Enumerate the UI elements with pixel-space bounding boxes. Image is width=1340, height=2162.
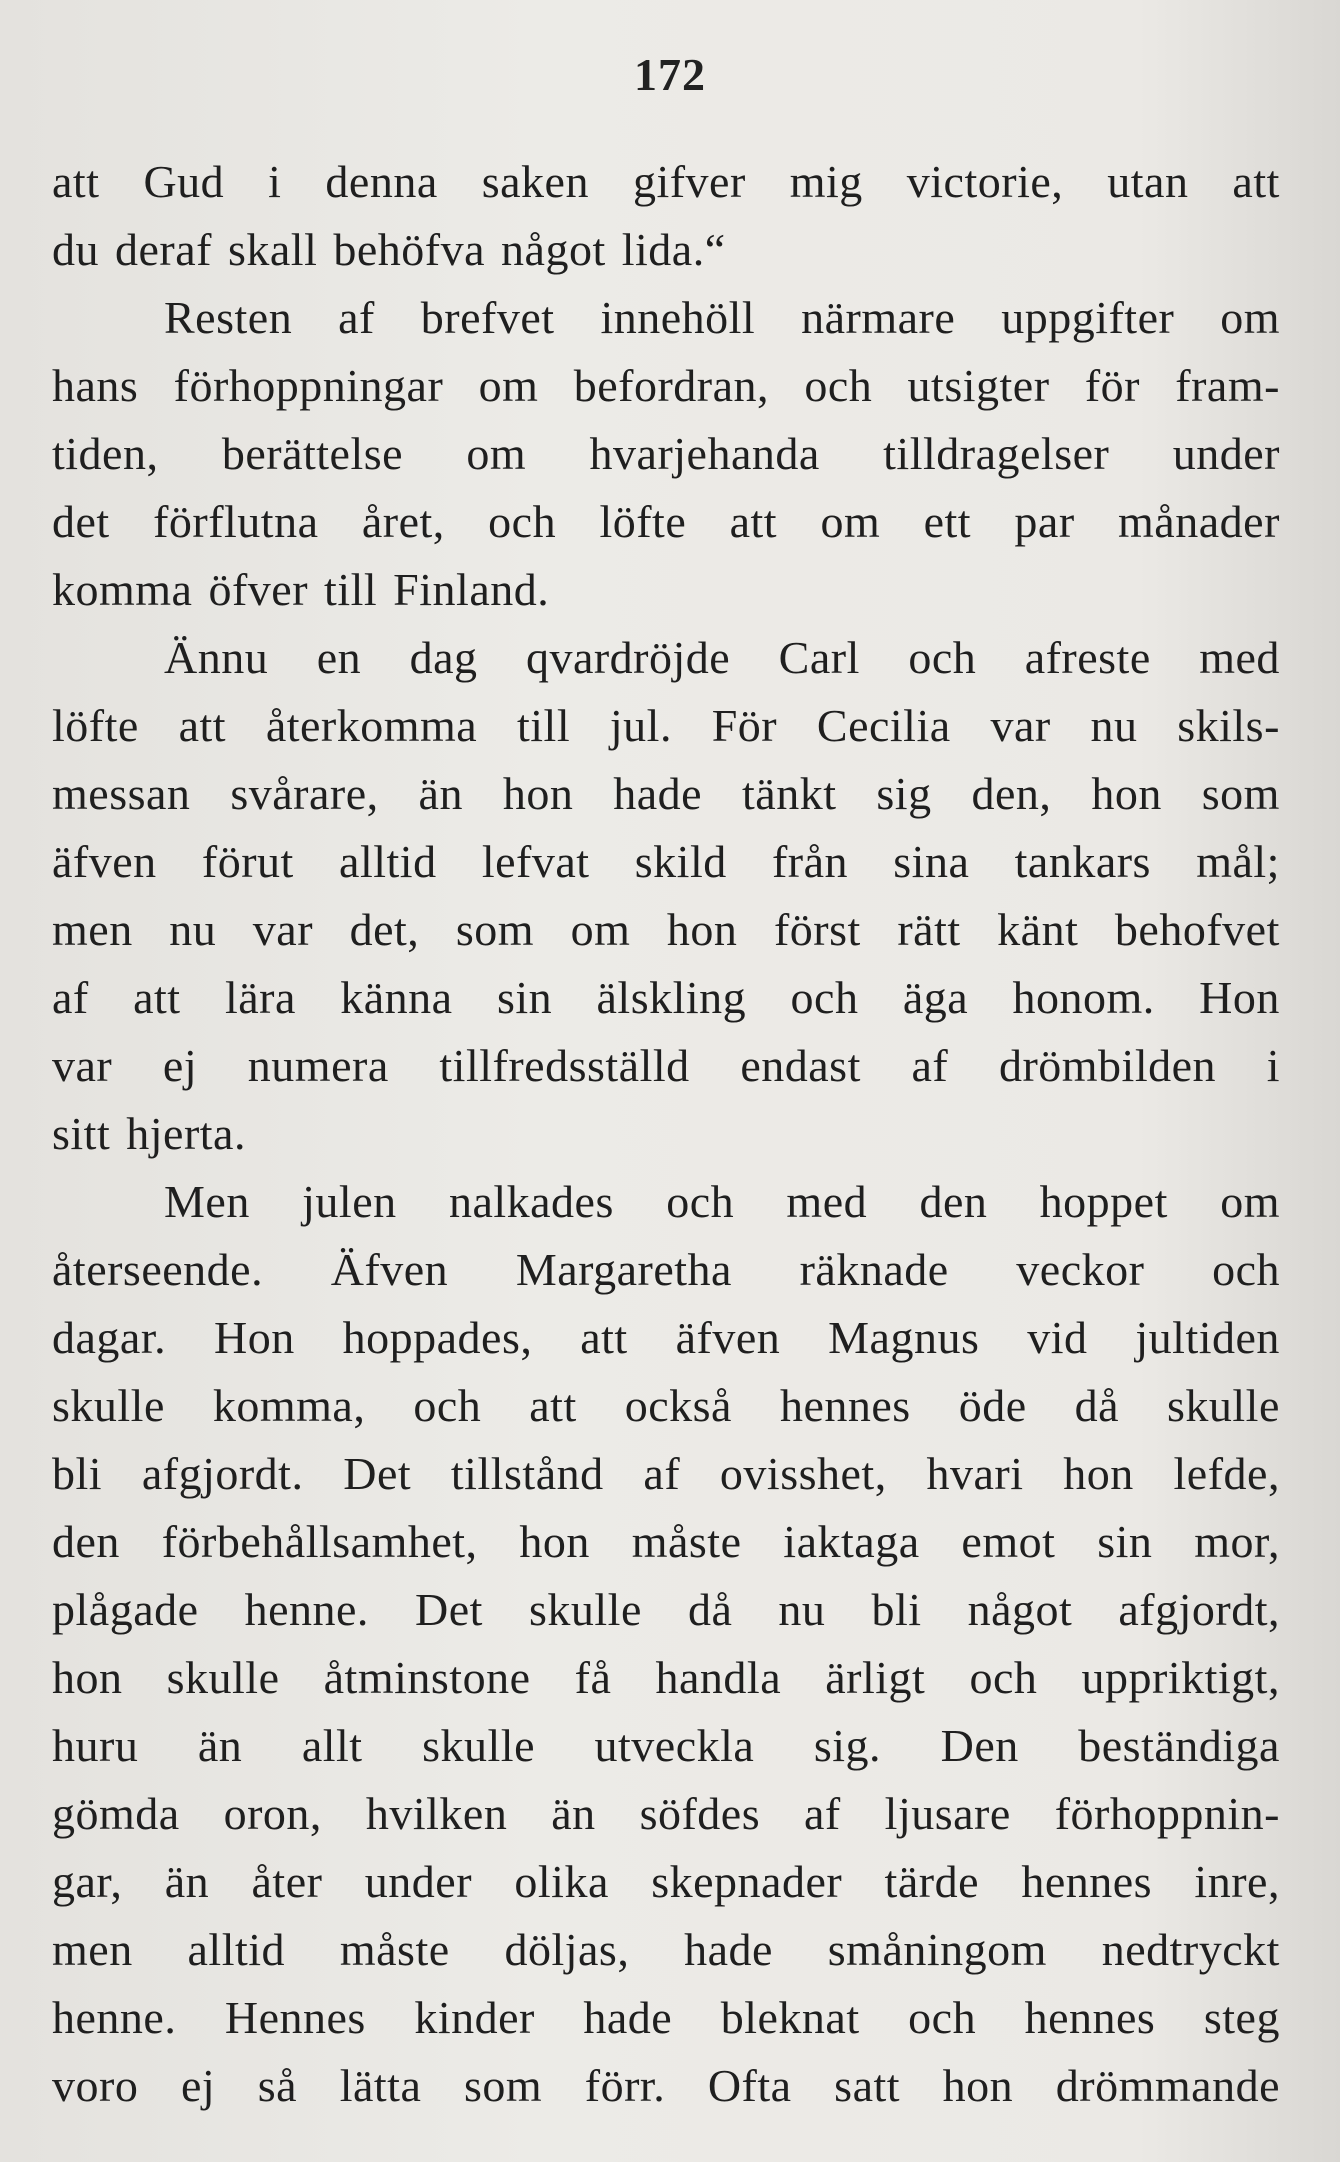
word: med bbox=[786, 1176, 868, 1227]
word: men bbox=[52, 1924, 133, 1975]
word: du bbox=[52, 224, 99, 275]
word: bleknat bbox=[720, 1992, 860, 2043]
word: åtminstone bbox=[323, 1652, 531, 1703]
word: hennes bbox=[1021, 1856, 1153, 1907]
word: hon bbox=[502, 768, 574, 819]
word: numera bbox=[247, 1040, 389, 1091]
word: ej bbox=[180, 2060, 216, 2111]
word: till bbox=[324, 564, 378, 615]
word: alltid bbox=[339, 836, 437, 887]
word: året, bbox=[361, 496, 445, 547]
word: hon bbox=[52, 1652, 123, 1703]
word: innehöll bbox=[600, 292, 756, 343]
word: få bbox=[574, 1652, 612, 1703]
word: om bbox=[820, 496, 881, 547]
word: handla bbox=[655, 1652, 782, 1703]
word: förhoppningar bbox=[173, 360, 444, 411]
word: hon bbox=[519, 1516, 590, 1567]
word: om bbox=[1220, 292, 1280, 343]
word: qvardröjde bbox=[525, 632, 731, 683]
word: hon bbox=[1063, 1448, 1134, 1499]
word: befordran, bbox=[573, 360, 769, 411]
word: vid bbox=[1027, 1312, 1088, 1363]
word: räknade bbox=[799, 1244, 949, 1295]
word: uppgifter bbox=[1001, 292, 1175, 343]
word: hon bbox=[942, 2060, 1014, 2111]
text-line bbox=[52, 828, 1280, 896]
word: alltid bbox=[187, 1924, 286, 1975]
word: hoppades, bbox=[342, 1312, 533, 1363]
word: tankars bbox=[1014, 836, 1151, 887]
word: victorie, bbox=[906, 156, 1064, 207]
word: Carl bbox=[778, 632, 860, 683]
word: honom. bbox=[1012, 972, 1155, 1023]
word: af bbox=[643, 1448, 681, 1499]
word: då bbox=[687, 1584, 733, 1635]
word: Resten bbox=[164, 292, 293, 343]
word: att bbox=[580, 1312, 628, 1363]
word: förr. bbox=[584, 2060, 666, 2111]
word: gömda bbox=[52, 1788, 180, 1839]
text-line bbox=[52, 692, 1280, 760]
word: hennes bbox=[779, 1380, 911, 1431]
word: för bbox=[1084, 360, 1140, 411]
word: För bbox=[711, 700, 778, 751]
word: afgjordt. bbox=[141, 1448, 304, 1499]
word: och bbox=[488, 496, 557, 547]
word: döljas, bbox=[504, 1924, 630, 1975]
word: åter bbox=[251, 1856, 323, 1907]
word: oron, bbox=[223, 1788, 322, 1839]
word: dagar. bbox=[52, 1312, 167, 1363]
word: äga bbox=[902, 972, 969, 1023]
word: bli bbox=[871, 1584, 922, 1635]
text-line bbox=[52, 1576, 1280, 1644]
text-line bbox=[52, 1780, 1280, 1848]
word: och bbox=[666, 1176, 735, 1227]
word: så bbox=[257, 2060, 298, 2111]
word: tärde bbox=[884, 1856, 979, 1907]
word: hjerta. bbox=[126, 1108, 246, 1159]
word: något bbox=[501, 224, 606, 275]
word: och bbox=[790, 972, 859, 1023]
word: från bbox=[771, 836, 849, 887]
text-line bbox=[52, 1032, 1280, 1100]
text-line bbox=[52, 556, 1280, 624]
word: som bbox=[1201, 768, 1280, 819]
word: söfdes bbox=[639, 1788, 761, 1839]
word: skulle bbox=[1167, 1380, 1280, 1431]
word: löfte bbox=[599, 496, 687, 547]
word: lätta bbox=[339, 2060, 422, 2111]
word: var bbox=[252, 904, 314, 955]
word: henne. bbox=[52, 1992, 177, 2043]
word: saken bbox=[481, 156, 589, 207]
word: nalkades bbox=[448, 1176, 614, 1227]
word: närmare bbox=[801, 292, 956, 343]
word: den bbox=[919, 1176, 988, 1227]
word: förflutna bbox=[153, 496, 319, 547]
word: afgjordt, bbox=[1118, 1584, 1280, 1635]
text-line bbox=[52, 284, 1280, 352]
word: plågade bbox=[52, 1584, 199, 1635]
word: och bbox=[804, 360, 873, 411]
word: en bbox=[316, 632, 362, 683]
word: mål; bbox=[1196, 836, 1280, 887]
text-line bbox=[52, 1372, 1280, 1440]
text-line bbox=[52, 760, 1280, 828]
word: och bbox=[1212, 1244, 1280, 1295]
word: uppriktigt, bbox=[1081, 1652, 1280, 1703]
word: hvari bbox=[926, 1448, 1024, 1499]
word: förbehållsamhet, bbox=[161, 1516, 478, 1567]
word: med bbox=[1199, 632, 1280, 683]
word: återseende. bbox=[52, 1244, 264, 1295]
word: Det bbox=[415, 1584, 483, 1635]
word: komma bbox=[52, 564, 193, 615]
word: sitt bbox=[52, 1108, 111, 1159]
word: var bbox=[52, 1040, 113, 1091]
text-line bbox=[52, 1848, 1280, 1916]
text-line bbox=[52, 148, 1280, 216]
word: som bbox=[455, 904, 535, 955]
word: par bbox=[1014, 496, 1075, 547]
word: Cecilia bbox=[816, 700, 951, 751]
text-line bbox=[52, 1644, 1280, 1712]
word: att bbox=[52, 156, 100, 207]
word: ärligt bbox=[825, 1652, 926, 1703]
word: komma, bbox=[212, 1380, 366, 1431]
word: något bbox=[967, 1584, 1073, 1635]
word: Margaretha bbox=[515, 1244, 732, 1295]
word: behofvet bbox=[1114, 904, 1280, 955]
word: än bbox=[164, 1856, 210, 1907]
word: äfven bbox=[675, 1312, 781, 1363]
word: småningom bbox=[827, 1924, 1047, 1975]
word: veckor bbox=[1016, 1244, 1145, 1295]
word: förut bbox=[201, 836, 294, 887]
text-line bbox=[52, 1236, 1280, 1304]
word: satt bbox=[834, 2060, 901, 2111]
word: inre, bbox=[1194, 1856, 1280, 1907]
word: Hon bbox=[214, 1312, 295, 1363]
word: ovisshet, bbox=[719, 1448, 887, 1499]
word: nu bbox=[1090, 700, 1138, 751]
text-line bbox=[52, 1712, 1280, 1780]
word: Hon bbox=[1199, 972, 1280, 1023]
word: förhoppnin- bbox=[1054, 1788, 1280, 1839]
word: känt bbox=[997, 904, 1079, 955]
text-line bbox=[52, 1916, 1280, 1984]
word: drömbilden bbox=[998, 1040, 1217, 1091]
word: under bbox=[1172, 428, 1280, 479]
word: utveckla bbox=[594, 1720, 755, 1771]
word: ljusare bbox=[884, 1788, 1011, 1839]
word: sin bbox=[496, 972, 553, 1023]
word: nedtryckt bbox=[1101, 1924, 1280, 1975]
word: Ännu bbox=[164, 632, 269, 683]
word: gifver bbox=[632, 156, 746, 207]
text-line bbox=[52, 352, 1280, 420]
word: jultiden bbox=[1135, 1312, 1280, 1363]
word: allt bbox=[301, 1720, 363, 1771]
word: utsigter bbox=[907, 360, 1050, 411]
word: olika bbox=[514, 1856, 609, 1907]
word: äfven bbox=[52, 836, 157, 887]
word: julen bbox=[302, 1176, 397, 1227]
word: löfte bbox=[52, 700, 139, 751]
word: i bbox=[268, 156, 282, 207]
word: än bbox=[551, 1788, 596, 1839]
text-line bbox=[52, 1100, 1280, 1168]
word: hon bbox=[666, 904, 738, 955]
word: Gud bbox=[143, 156, 225, 207]
word: hans bbox=[52, 360, 139, 411]
word: under bbox=[364, 1856, 473, 1907]
word: endast bbox=[740, 1040, 861, 1091]
word: sin bbox=[1097, 1516, 1153, 1567]
word: till bbox=[517, 700, 571, 751]
word: brefvet bbox=[420, 292, 555, 343]
word: Hennes bbox=[224, 1992, 366, 2043]
word: dag bbox=[409, 632, 478, 683]
word: och bbox=[413, 1380, 482, 1431]
word: älskling bbox=[596, 972, 747, 1023]
word: än bbox=[418, 768, 463, 819]
word: af bbox=[338, 292, 375, 343]
word: steg bbox=[1203, 1992, 1280, 2043]
word: svårare, bbox=[230, 768, 379, 819]
word: måste bbox=[631, 1516, 742, 1567]
word: i bbox=[1266, 1040, 1280, 1091]
word: Den bbox=[940, 1720, 1019, 1771]
word: ej bbox=[162, 1040, 198, 1091]
text-line bbox=[52, 1984, 1280, 2052]
word: sina bbox=[893, 836, 970, 887]
word: kinder bbox=[414, 1992, 535, 2043]
word: tiden, bbox=[52, 428, 159, 479]
word: Men bbox=[164, 1176, 250, 1227]
word: sig bbox=[876, 768, 932, 819]
word: skild bbox=[634, 836, 727, 887]
word: öde bbox=[958, 1380, 1027, 1431]
text-line bbox=[52, 488, 1280, 556]
text-line bbox=[52, 624, 1280, 692]
word: berättelse bbox=[221, 428, 404, 479]
word: Äfven bbox=[330, 1244, 449, 1295]
word: skulle bbox=[528, 1584, 642, 1635]
word: nu bbox=[778, 1584, 826, 1635]
word: utan bbox=[1107, 156, 1189, 207]
word: känna bbox=[340, 972, 453, 1023]
word: tillstånd bbox=[450, 1448, 604, 1499]
word: om bbox=[1220, 1176, 1280, 1227]
word: afreste bbox=[1024, 632, 1151, 683]
word: fram- bbox=[1175, 360, 1280, 411]
text-line bbox=[52, 420, 1280, 488]
word: beständiga bbox=[1078, 1720, 1280, 1771]
text-line bbox=[52, 1304, 1280, 1372]
word: men bbox=[52, 904, 133, 955]
word: denna bbox=[325, 156, 438, 207]
word: tilldragelser bbox=[883, 428, 1110, 479]
word: hoppet bbox=[1039, 1176, 1168, 1227]
word: iaktaga bbox=[783, 1516, 920, 1567]
word: om bbox=[466, 428, 527, 479]
page-number: 172 bbox=[634, 49, 706, 100]
text-line bbox=[52, 1508, 1280, 1576]
word: först bbox=[773, 904, 861, 955]
word: måste bbox=[339, 1924, 450, 1975]
word: om bbox=[570, 904, 631, 955]
word: mor, bbox=[1194, 1516, 1280, 1567]
word: än bbox=[197, 1720, 243, 1771]
word: det bbox=[52, 496, 110, 547]
text-line bbox=[52, 216, 1280, 284]
word: mig bbox=[789, 156, 863, 207]
word: lära bbox=[224, 972, 296, 1023]
word: af bbox=[52, 972, 89, 1023]
word: tänkt bbox=[742, 768, 837, 819]
word: återkomma bbox=[265, 700, 478, 751]
word: af bbox=[911, 1040, 949, 1091]
word: deraf bbox=[115, 224, 212, 275]
text-line bbox=[52, 1168, 1280, 1236]
word: den bbox=[52, 1516, 120, 1567]
word: var bbox=[990, 700, 1051, 751]
word: jul. bbox=[609, 700, 672, 751]
word: skils- bbox=[1177, 700, 1280, 751]
word: henne. bbox=[244, 1584, 369, 1635]
word: skepnader bbox=[651, 1856, 843, 1907]
word: skulle bbox=[52, 1380, 165, 1431]
word: den, bbox=[971, 768, 1052, 819]
word: drömmande bbox=[1055, 2060, 1280, 2111]
word: Ofta bbox=[707, 2060, 792, 2111]
word: Finland. bbox=[393, 564, 550, 615]
word: att bbox=[529, 1380, 577, 1431]
word: att bbox=[178, 700, 227, 751]
word: också bbox=[624, 1380, 732, 1431]
word: hennes bbox=[1024, 1992, 1156, 2043]
word: huru bbox=[52, 1720, 139, 1771]
word: öfver bbox=[208, 564, 309, 615]
word: Det bbox=[343, 1448, 412, 1499]
word: messan bbox=[52, 768, 191, 819]
text-line bbox=[52, 2052, 1280, 2120]
word: hade bbox=[684, 1924, 773, 1975]
word: af bbox=[804, 1788, 841, 1839]
word: gar, bbox=[52, 1856, 123, 1907]
word: voro bbox=[52, 2060, 139, 2111]
word: nu bbox=[169, 904, 217, 955]
word: rätt bbox=[897, 904, 961, 955]
body-text bbox=[52, 148, 1280, 2120]
word: att bbox=[133, 972, 181, 1023]
word: hade bbox=[583, 1992, 673, 2043]
word: hvilken bbox=[365, 1788, 508, 1839]
word: hade bbox=[613, 768, 703, 819]
word: emot bbox=[961, 1516, 1056, 1567]
word: lefde, bbox=[1173, 1448, 1280, 1499]
word: och bbox=[969, 1652, 1038, 1703]
word: hvarjehanda bbox=[589, 428, 820, 479]
text-line bbox=[52, 964, 1280, 1032]
word: ett bbox=[923, 496, 972, 547]
word: behöfva bbox=[333, 224, 486, 275]
text-line bbox=[52, 896, 1280, 964]
word: det, bbox=[349, 904, 420, 955]
word: och bbox=[908, 632, 977, 683]
word: att bbox=[1232, 156, 1280, 207]
word: då bbox=[1074, 1380, 1120, 1431]
word: lida.“ bbox=[621, 224, 726, 275]
text-line bbox=[52, 1440, 1280, 1508]
word: som bbox=[463, 2060, 543, 2111]
word: månader bbox=[1118, 496, 1280, 547]
word: skulle bbox=[422, 1720, 535, 1771]
word: skall bbox=[227, 224, 318, 275]
word: bli bbox=[52, 1448, 103, 1499]
word: att bbox=[729, 496, 778, 547]
word: hon bbox=[1091, 768, 1162, 819]
word: sig. bbox=[813, 1720, 882, 1771]
word: Magnus bbox=[828, 1312, 980, 1363]
word: och bbox=[908, 1992, 977, 2043]
word: skulle bbox=[166, 1652, 280, 1703]
word: tillfredsställd bbox=[439, 1040, 690, 1091]
word: om bbox=[478, 360, 539, 411]
word: lefvat bbox=[481, 836, 590, 887]
